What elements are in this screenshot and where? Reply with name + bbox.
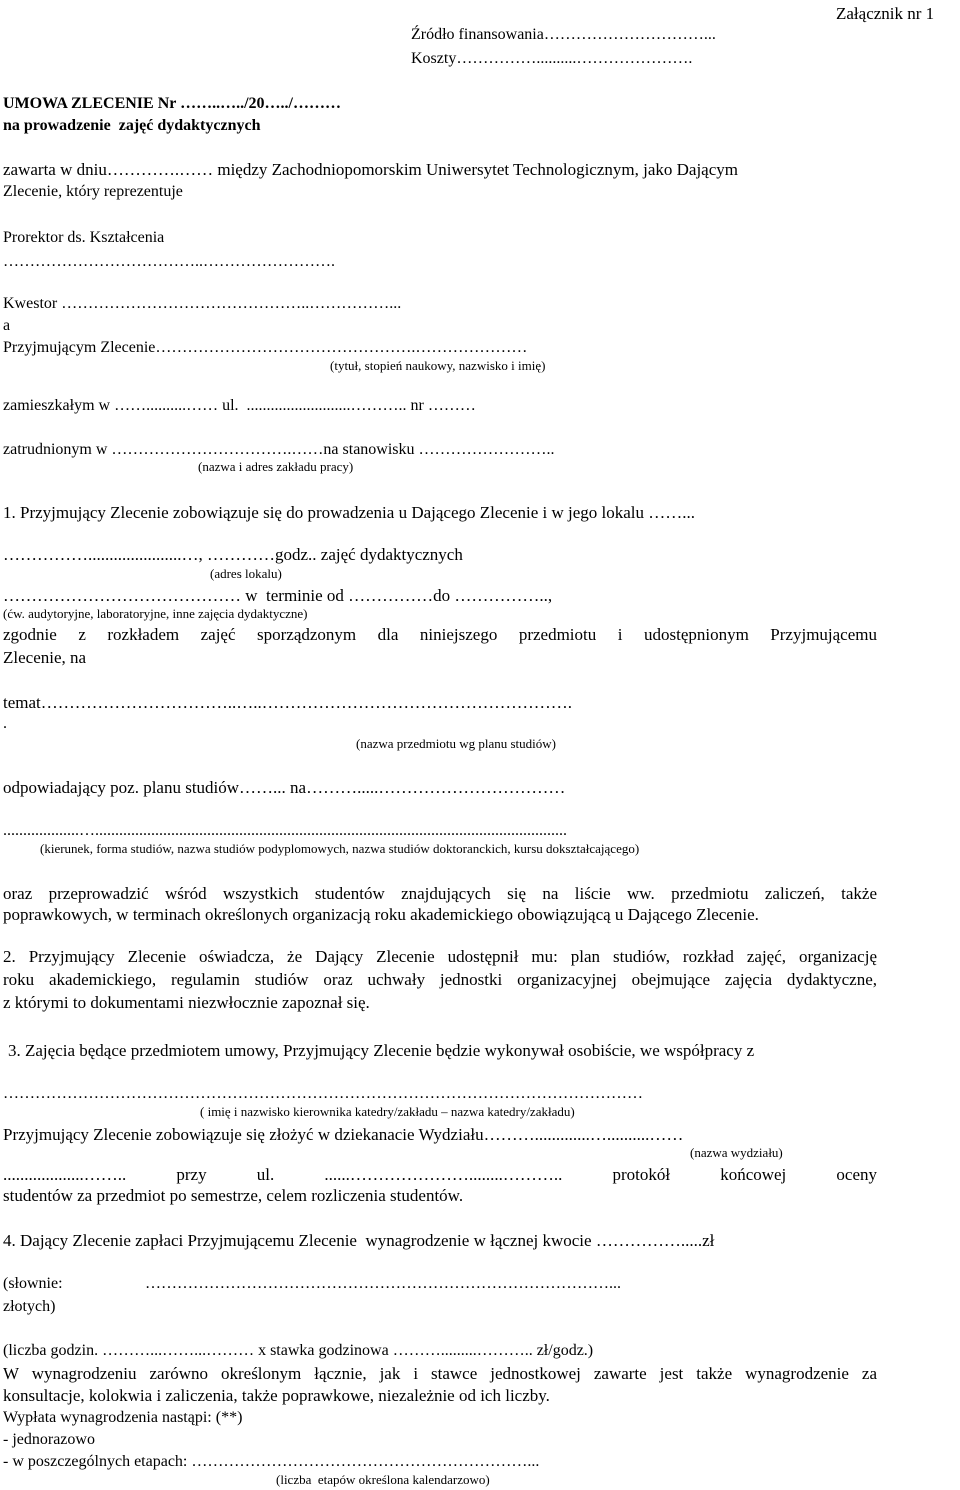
section-1-line-2: ……………......................…, …………godz.. zajęć dydaktycznych (3, 545, 463, 564)
deanery-line: Przyjmujący Zlecenie zobowiązuje się złożyć w dziekanacie Wydziału……….............…..........…… (3, 1125, 684, 1144)
employer-hint: (nazwa i adres zakładu pracy) (198, 459, 354, 474)
conjunction-a: a (3, 317, 11, 334)
contractor-line: Przyjmującym Zlecenie………………………………………….………………… (3, 339, 528, 356)
prorector-label: Prorektor ds. Kształcenia (3, 229, 165, 246)
topic-dot: . (3, 715, 7, 732)
inclusion-line-1: W wynagrodzeniu zarówno określonym łącznie, jak i stawce jednostkowej zawarte jest także wynagrodzenie za (3, 1364, 877, 1383)
class-type-hint: (ćw. audytoryjne, laboratoryjne, inne zajęcia dydaktyczne) (3, 606, 308, 621)
location-hint: (adres lokalu) (210, 566, 282, 581)
term-line: …………………………………… w terminie od ……………do …………….., (3, 586, 553, 605)
bursar-line: Kwestor ………………………………………..……………... (3, 295, 402, 312)
costs-field: Koszty……………..........…………………. (411, 50, 693, 67)
prorector-dots: ………………………………..……………………. (3, 253, 335, 270)
head-hint: ( imię i nazwisko kierownika katedry/zakładu – nazwa katedry/zakładu) (200, 1104, 575, 1119)
payment-label: Wypłata wynagrodzenia nastąpi: (**) (3, 1409, 243, 1426)
direction-dots: ...................…...................................................................................................................... (3, 822, 567, 839)
residence-line: zamieszkałym w ……..........…… ul. ..........................……….. nr ……… (3, 397, 476, 414)
section-3-line-1: 3. Zajęcia będące przedmiotem umowy, Przyjmujący Zlecenie będzie wykonywał osobiście, we współpracy z (8, 1041, 755, 1060)
direction-hint: (kierunek, forma studiów, nazwa studiów podyplomowych, nazwa studiów doktoranckich, kursu dokształcającego) (40, 841, 640, 856)
annex-label: Załącznik nr 1 (836, 4, 935, 23)
grading-line-1: oraz przeprowadzić wśród wszystkich studentów znajdujących się na liście ww. przedmiotu zaliczeń, także (3, 884, 877, 903)
protocol-line: ...................…….. przy ul. ......…………………........……….. protokół końcowej oceny (3, 1165, 877, 1184)
plan-position-line: odpowiadający poz. planu studiów……... na……….....…………………………… (3, 778, 566, 797)
section-2-line-3: z którymi to dokumentami niezwłocznie zapoznał się. (3, 993, 370, 1012)
section-3-dots: ………………………………………………………………………………………………………… (3, 1085, 643, 1102)
protocol-line-2: studentów za przedmiot po semestrze, celem rozliczenia studentów. (3, 1186, 464, 1205)
section-4-line-1: 4. Dający Zlecenie zapłaci Przyjmującemu Zlecenie wynagrodzenie w łącznej kwocie …………….....zł (3, 1231, 715, 1250)
amount-words-dots: ……………………………………………………………………………... (145, 1275, 621, 1292)
section-1-line-1: 1. Przyjmujący Zlecenie zobowiązuje się do prowadzenia u Dającego Zlecenie i w jego lokalu ……... (3, 503, 696, 522)
grading-line-2: poprawkowych, w terminach określonych organizacją roku akademickiego obowiązującą u Dającego Zlecenie. (3, 905, 759, 924)
schedule-line-2: Zlecenie, na (3, 648, 87, 667)
section-2-line-2: roku akademickiego, regulamin studiów oraz uchwały jednostki organizacyjnej obejmujące zajęcia dydaktyczne, (3, 970, 877, 989)
intro-line-2: Zlecenie, który reprezentuje (3, 183, 183, 200)
contract-title: UMOWA ZLECENIE Nr ……..…../20…../……… (3, 95, 341, 112)
zloty-label: złotych) (3, 1298, 56, 1315)
payment-option-stages: - w poszczególnych etapach: ………………………………………………………... (3, 1453, 540, 1470)
topic-line: temat……………………………..…..………………………………………………. (3, 693, 573, 712)
faculty-hint: (nazwa wydziału) (690, 1145, 783, 1160)
inclusion-line-2: konsultacje, kolokwia i zaliczenia, także poprawkowe, niezależnie od ich liczby. (3, 1386, 550, 1405)
stages-hint: (liczba etapów określona kalendarzowo) (276, 1472, 490, 1487)
section-2-line-1: 2. Przyjmujący Zlecenie oświadcza, że Dający Zlecenie udostępnił mu: plan studiów, rozkład zajęć, organizację (3, 947, 877, 966)
contractor-hint: (tytuł, stopień naukowy, nazwisko i imię) (330, 358, 546, 373)
schedule-line-1: zgodnie z rozkładem zajęć sporządzonym dla niniejszego przedmiotu i udostępnionym Przyjmującemu (3, 625, 877, 644)
hours-rate-line: (liczba godzin. ………...……...……… x stawka godzinowa ……….........……….. zł/godz.) (3, 1342, 594, 1359)
payment-option-single: - jednorazowo (3, 1431, 95, 1448)
funding-source-field: Źródło finansowania…………………………... (411, 26, 716, 43)
amount-words-label: (słownie: (3, 1275, 63, 1292)
contract-subtitle: na prowadzenie zajęć dydaktycznych (3, 117, 261, 134)
topic-hint: (nazwa przedmiotu wg planu studiów) (356, 736, 557, 751)
intro-line-1: zawarta w dniu………….…… między Zachodniopomorskim Uniwersytet Technologicznym, jako Dającym (3, 160, 738, 179)
employer-line: zatrudnionym w …………………………….……na stanowisku …………………….. (3, 441, 555, 458)
